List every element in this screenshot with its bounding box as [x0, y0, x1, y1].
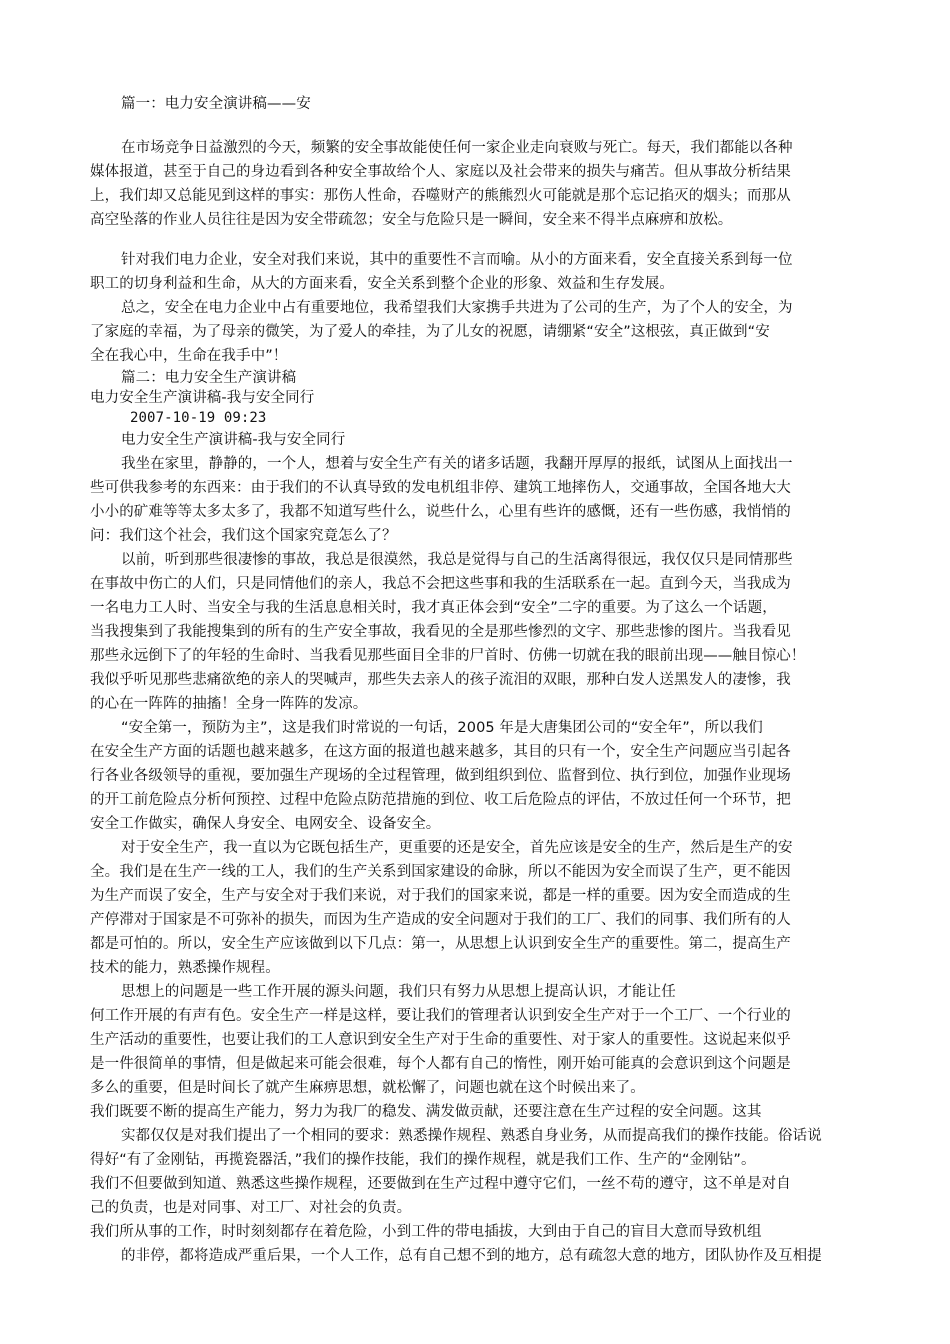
paragraph-line: 媒体报道，甚至于自己的身边看到各种安全事故给个人、家庭以及社会带来的损失与痛苦。但从事故分析结果: [90, 164, 791, 180]
paragraph-line: 技术的能力，熟悉操作规程。: [90, 960, 280, 976]
paragraph-line: 问：我们这个社会，我们这个国家究竟怎么了？: [90, 528, 397, 544]
paragraph-line: [90, 1268, 860, 1292]
paragraph-line: 全在我心中，生命在我手中”！: [90, 348, 288, 364]
paragraph-line: 的心在一阵阵的抽搐！全身一阵阵的发凉。: [90, 696, 368, 712]
paragraph-line: 总之，安全在电力企业中占有重要地位，我希望我们大家携手共进为了公司的生产，为了个人的安全，为: [121, 300, 793, 316]
paragraph-line: 都是可怕的。所以，安全生产应该做到以下几点：第一，从思想上认识到安全生产的重要性。第二，提高生产: [90, 936, 791, 952]
paragraph-line: 产停滞对于国家是不可弥补的损失，而因为生产造成的安全问题对于我们的工厂、我们的同事、我们所有的人: [90, 912, 791, 928]
paragraph-line: 的非停，都将造成严重后果，一个人工作，总有自己想不到的地方，总有疏忽大意的地方，团队协作及互相提: [121, 1248, 822, 1264]
paragraph-line: 多么的重要，但是时间长了就产生麻痹思想，就松懈了，问题也就在这个时候出来了。: [90, 1080, 645, 1096]
article-title: 电力安全生产演讲稿-我与安全同行: [90, 390, 315, 406]
paragraph-line: 我似乎听见那些悲痛欲绝的亲人的哭喊声，那些失去亲人的孩子流泪的双眼，那种白发人送黑发人的凄惨，我: [90, 672, 791, 688]
paragraph-line: 在市场竞争日益激烈的今天，频繁的安全事故能使任何一家企业走向衰败与死亡。每天，我们都能以各种: [121, 140, 793, 156]
paragraph-line: 在事故中伤亡的人们，只是同情他们的亲人，我总不会把这些事和我的生活联系在一起。直到今天，当我成为: [90, 576, 791, 592]
paragraph-line: 己的负责，也是对同事、对工厂、对社会的负责。: [90, 1200, 412, 1216]
paragraph-line: 为生产而误了安全，生产与安全对于我们来说，对于我们的国家来说，都是一样的重要。因为安全而造成的生: [90, 888, 791, 904]
paragraph-line: 我们不但要做到知道、熟悉这些操作规程，还要做到在生产过程中遵守它们，一丝不苟的遵守，这不单是对自: [90, 1176, 791, 1192]
paragraph-line: 是一件很简单的事情，但是做起来可能会很难，每个人都有自己的惰性，刚开始可能真的会意识到这个问题是: [90, 1056, 791, 1072]
paragraph-line: 安全工作做实，确保人身安全、电网安全、设备安全。: [90, 816, 441, 832]
paragraph-line: 思想上的问题是一些工作开展的源头问题，我们只有努力从思想上提高认识，才能让任: [121, 984, 676, 1000]
paragraph-line: 生产活动的重要性，也要让我们的工人意识到安全生产对于生命的重要性、对于家人的重要性。这说起来似乎: [90, 1032, 791, 1048]
paragraph-line: 上，我们却又总能见到这样的事实：那伤人性命，吞噬财产的熊熊烈火可能就是那个忘记掐灭的烟头；而那从: [90, 188, 791, 204]
paragraph-line: 实都仅仅是对我们提出了一个相同的要求：熟悉操作规程、熟悉自身业务，从而提高我们的操作技能。俗话说: [121, 1128, 822, 1144]
paragraph-line: 一名电力工人时、当安全与我的生活息息相关时，我才真正体会到“安全”二字的重要。为了这么一个话题，: [90, 600, 777, 616]
article-date: 2007-10-19 09:23: [130, 410, 267, 426]
paragraph-line: 高空坠落的作业人员往往是因为安全带疏忽；安全与危险只是一瞬间，安全来不得半点麻痹和放松。: [90, 212, 733, 228]
paragraph-line: 职工的切身利益和生命，从大的方面来看，安全关系到整个企业的形象、效益和生存发展。: [90, 276, 674, 292]
paragraph-line: 我们所从事的工作，时时刻刻都存在着危险，小到工件的带电插拔，大到由于自己的盲目大意而导致机组: [90, 1224, 762, 1240]
section-heading: 篇二：电力安全生产演讲稿: [121, 370, 297, 386]
paragraph-line: 针对我们电力企业，安全对我们来说，其中的重要性不言而喻。从小的方面来看，安全直接关系到每一位: [121, 252, 793, 268]
paragraph-line: 在安全生产方面的话题也越来越多，在这方面的报道也越来越多，其目的只有一个，安全生产问题应当引起各: [90, 744, 791, 760]
paragraph-line: 小小的矿难等等太多太多了，我都不知道写些什么，说些什么，心里有些许的感慨，还有一些伤感，我悄悄的: [90, 504, 791, 520]
section-heading: 篇一：电力安全演讲稿——安: [121, 96, 311, 112]
article-title: 电力安全生产演讲稿-我与安全同行: [121, 432, 346, 448]
paragraph-line: 行各业各级领导的重视，要加强生产现场的全过程管理，做到组织到位、监督到位、执行到位，加强作业现场: [90, 768, 791, 784]
paragraph-line: 以前，听到那些很凄惨的事故，我总是很漠然，我总是觉得与自己的生活离得很远，我仅仅只是同情那些: [121, 552, 793, 568]
paragraph-line: 得好“有了金刚钻，再揽瓷器活，”我们的操作技能，我们的操作规程，就是我们工作、生产的“金刚钻”。: [90, 1152, 756, 1168]
paragraph-line: 些可供我参考的东西来：由于我们的不认真导致的发电机组非停、建筑工地摔伤人，交通事故，全国各地大大: [90, 480, 791, 496]
paragraph-line: 当我搜集到了我能搜集到的所有的生产安全事故，我看见的全是那些惨烈的文字、那些悲惨的图片。当我看见: [90, 624, 791, 640]
paragraph-line: 全。我们是在生产一线的工人，我们的生产关系到国家建设的命脉，所以不能因为安全而误了生产，更不能因: [90, 864, 791, 880]
paragraph-line: 我们既要不断的提高生产能力，努力为我厂的稳发、满发做贡献，还要注意在生产过程的安全问题。这其: [90, 1104, 762, 1120]
paragraph-line: “安全第一，预防为主”，这是我们时常说的一句话，2005 年是大唐集团公司的“安全年”，所以我们: [121, 720, 763, 736]
paragraph-line: 了家庭的幸福，为了母亲的微笑，为了爱人的牵挂，为了儿女的祝愿，请绷紧“安全”这根弦，真正做到“安: [90, 324, 770, 340]
paragraph-line: 的开工前危险点分析何预控、过程中危险点防范措施的到位、收工后危险点的评估，不放过任何一个环节，把: [90, 792, 791, 808]
paragraph-line: 我坐在家里，静静的，一个人，想着与安全生产有关的诸多话题，我翻开厚厚的报纸，试图从上面找出一: [121, 456, 793, 472]
paragraph-line: 对于安全生产，我一直以为它既包括生产，更重要的还是安全，首先应该是安全的生产，然后是生产的安: [121, 840, 793, 856]
paragraph-line: 那些永远倒下了的年轻的生命时、当我看见那些面目全非的尸首时、仿佛一切就在我的眼前出现——触目惊心！: [90, 648, 806, 664]
paragraph-line: 何工作开展的有声有色。安全生产一样是这样，要让我们的管理者认识到安全生产对于一个工厂、一个行业的: [90, 1008, 791, 1024]
